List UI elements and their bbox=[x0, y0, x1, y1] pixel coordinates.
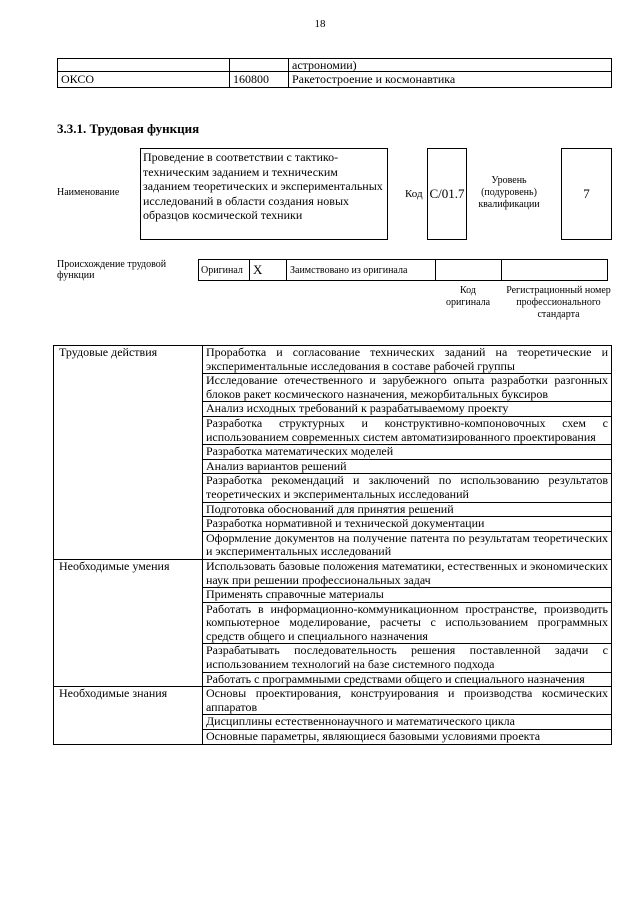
list-item: Оформление документов на получение патента по результатам теоретических и экспериментальных исследований bbox=[203, 531, 612, 559]
category-skills: Необходимые умения bbox=[54, 559, 203, 686]
list-item: Анализ вариантов решений bbox=[203, 459, 612, 474]
table-row bbox=[54, 687, 612, 715]
qualification-level-label: Уровень (подуровень) квалификации bbox=[478, 175, 540, 210]
okso-cell: астрономии) bbox=[289, 59, 612, 72]
list-item: Разрабатывать последовательность решения поставленной задачи с использованием технологий на базе системного подхода bbox=[203, 644, 612, 672]
original-code-caption: Код оригинала bbox=[445, 285, 491, 308]
okso-row bbox=[58, 59, 612, 72]
okso-row bbox=[58, 72, 612, 88]
list-item: Исследование отечественного и зарубежного опыта разработки разгонных блоков ракет космического назначения, межорбитальных буксиров bbox=[203, 374, 612, 402]
list-item: Применять справочные материалы bbox=[203, 588, 612, 603]
list-item: Работать с программными средствами общего и специального назначения bbox=[203, 672, 612, 687]
code-label: Код bbox=[405, 188, 423, 200]
list-item: Разработка математических моделей bbox=[203, 445, 612, 460]
qualification-level: 7 bbox=[561, 148, 612, 240]
table-row bbox=[54, 559, 612, 587]
list-item: Использовать базовые положения математики, естественных и экономических наук при решении профессиональных задач bbox=[203, 559, 612, 587]
list-item: Разработка нормативной и технической документации bbox=[203, 517, 612, 532]
reg-number-cell bbox=[501, 259, 608, 281]
original-label: Оригинал bbox=[198, 259, 250, 281]
function-code: C/01.7 bbox=[427, 148, 467, 240]
function-name: Проведение в соответствии с тактико-техническим заданием и техническим заданием теоретических и экспериментальных исследований в области создания новых образцов космической техники bbox=[140, 148, 388, 240]
page-number: 18 bbox=[314, 18, 326, 30]
okso-specialty: Ракетостроение и космонавтика bbox=[289, 72, 612, 88]
category-actions: Трудовые действия bbox=[54, 346, 203, 560]
borrowed-label: Заимствовано из оригинала bbox=[286, 259, 436, 281]
okso-cell bbox=[58, 59, 230, 72]
name-label: Наименование bbox=[57, 187, 120, 198]
original-code-cell bbox=[435, 259, 502, 281]
list-item: Подготовка обоснований для принятия решений bbox=[203, 502, 612, 517]
okso-label: ОКСО bbox=[58, 72, 230, 88]
reg-number-caption: Регистрационный номер профессионального стандарта bbox=[506, 285, 611, 320]
list-item: Основные параметры, являющиеся базовыми условиями проекта bbox=[203, 730, 612, 745]
list-item: Анализ исходных требований к разрабатываемому проекту bbox=[203, 402, 612, 417]
original-mark: X bbox=[249, 259, 287, 281]
list-item: Проработка и согласование технических заданий на теоретические и экспериментальные исследования в составе рабочей группы bbox=[203, 346, 612, 374]
list-item: Дисциплины естественнонаучного и математического цикла bbox=[203, 715, 612, 730]
origin-row bbox=[199, 259, 608, 281]
list-item: Разработка рекомендаций и заключений по использованию результатов теоретических и экспериментальных исследований bbox=[203, 474, 612, 502]
okso-table bbox=[57, 58, 612, 88]
list-item: Разработка структурных и конструктивно-компоновочных схем с использованием современных систем автоматизированного проектирования bbox=[203, 416, 612, 444]
list-item: Основы проектирования, конструирования и производства космических аппаратов bbox=[203, 687, 612, 715]
okso-code: 160800 bbox=[230, 72, 289, 88]
function-details-table bbox=[53, 345, 612, 745]
okso-cell bbox=[230, 59, 289, 72]
table-row bbox=[54, 346, 612, 374]
category-knowledge: Необходимые знания bbox=[54, 687, 203, 744]
origin-label: Происхождение трудовой функции bbox=[57, 259, 167, 281]
section-title: 3.3.1. Трудовая функция bbox=[57, 121, 200, 136]
list-item: Работать в информационно-коммуникационном пространстве, производить компьютерное моделирование, расчеты с использованием программных средств общего и специального назначения bbox=[203, 602, 612, 644]
